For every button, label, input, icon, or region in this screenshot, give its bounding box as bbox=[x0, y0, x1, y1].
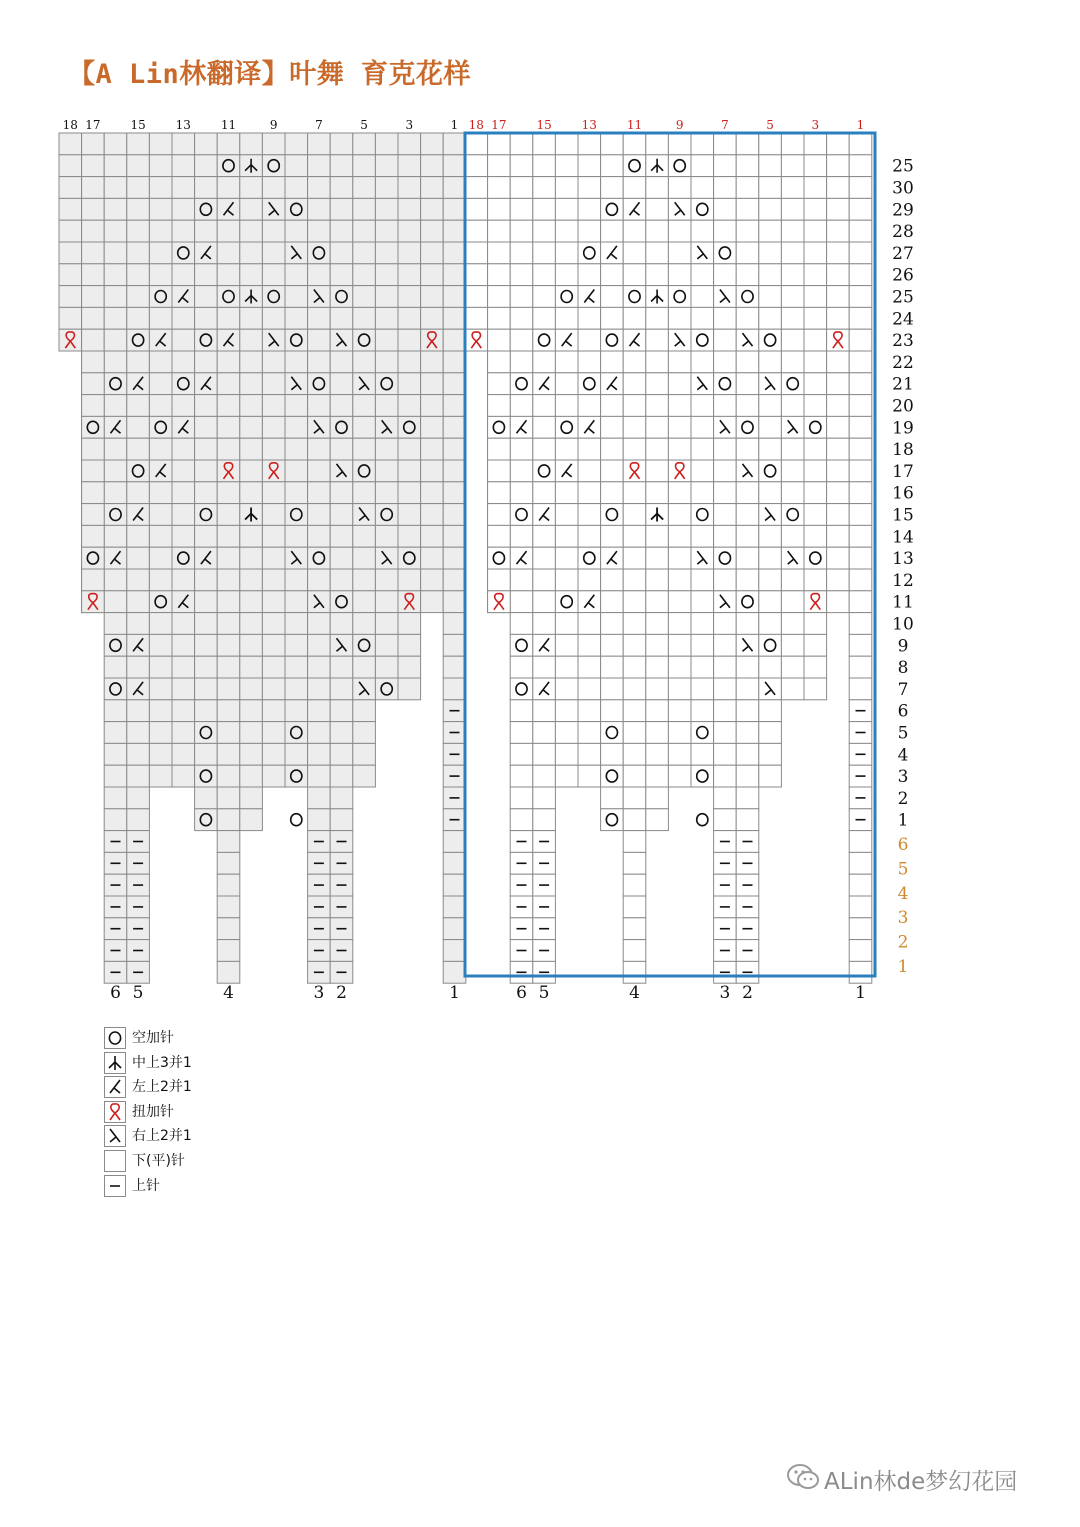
column-label: 9 bbox=[675, 118, 684, 132]
row-label: 8 bbox=[897, 658, 909, 679]
row-label: 25 bbox=[892, 287, 914, 308]
grid-block bbox=[82, 351, 444, 613]
row-label: 7 bbox=[897, 679, 909, 700]
column-label: 3 bbox=[811, 118, 820, 132]
column-label: 17 bbox=[85, 118, 101, 132]
bottom-label: 5 bbox=[132, 983, 144, 1003]
bottom-label: 4 bbox=[629, 983, 640, 1003]
column-label: 18 bbox=[468, 118, 484, 132]
purl-stitch-icon bbox=[104, 1175, 126, 1197]
row-label: 5 bbox=[897, 723, 909, 744]
row-label: 27 bbox=[892, 243, 914, 264]
row-label: 12 bbox=[892, 570, 914, 591]
row-label: 16 bbox=[892, 483, 914, 504]
column-label: 13 bbox=[175, 118, 191, 132]
yarn-over-icon bbox=[697, 814, 708, 826]
grid-block bbox=[195, 613, 218, 831]
watermark-text: ALin林de梦幻花园 bbox=[824, 1469, 1018, 1495]
bottom-label: 4 bbox=[223, 983, 234, 1003]
row-label: 4 bbox=[897, 745, 909, 766]
row-label: 26 bbox=[892, 265, 914, 286]
grid-block bbox=[262, 613, 307, 787]
row-label: 24 bbox=[892, 309, 914, 330]
row-label: 19 bbox=[892, 418, 914, 439]
bottom-labels-right bbox=[516, 983, 866, 1003]
right-decrease-icon bbox=[104, 1125, 126, 1147]
row-labels bbox=[892, 157, 914, 977]
grid-block bbox=[488, 351, 511, 613]
right-decrease-icon bbox=[110, 1129, 120, 1142]
grid-block bbox=[82, 351, 105, 613]
column-label: 11 bbox=[626, 118, 643, 132]
legend-label: 下(平)针 bbox=[132, 1153, 185, 1169]
twisted-increase-icon bbox=[110, 1104, 120, 1120]
grid-block bbox=[510, 613, 555, 984]
row-label: 3 bbox=[897, 908, 909, 929]
column-label: 3 bbox=[405, 118, 414, 132]
row-label: 20 bbox=[892, 396, 914, 417]
yarn-over-icon bbox=[109, 1032, 120, 1044]
column-label: 15 bbox=[536, 118, 552, 132]
column-label: 1 bbox=[856, 118, 865, 132]
grid-block bbox=[668, 613, 713, 787]
row-label: 25 bbox=[892, 156, 914, 177]
column-label: 11 bbox=[220, 118, 237, 132]
row-label: 10 bbox=[892, 614, 914, 635]
row-label: 1 bbox=[897, 810, 909, 831]
row-label: 2 bbox=[897, 932, 909, 953]
grid-block bbox=[488, 351, 850, 613]
knit-stitch-icon bbox=[104, 1150, 126, 1172]
central-double-decrease-icon bbox=[104, 1052, 126, 1074]
grid-block bbox=[623, 613, 646, 984]
row-label: 29 bbox=[892, 200, 914, 221]
legend-label: 上针 bbox=[132, 1177, 160, 1194]
row-label: 1 bbox=[897, 957, 909, 977]
grid-block bbox=[217, 613, 240, 984]
page-title: 【A Lin林翻译】叶舞 育克花样 bbox=[68, 59, 472, 90]
bottom-label: 6 bbox=[110, 983, 121, 1003]
bottom-label: 1 bbox=[449, 983, 460, 1003]
bottom-label: 2 bbox=[336, 983, 347, 1003]
row-label: 22 bbox=[892, 352, 914, 373]
column-label: 9 bbox=[269, 118, 278, 132]
bottom-label: 3 bbox=[719, 983, 731, 1003]
grid-block bbox=[646, 613, 669, 831]
yarn-over-icon bbox=[104, 1027, 126, 1049]
grid-block bbox=[601, 613, 624, 831]
grid-block bbox=[781, 613, 826, 700]
legend-label: 右上2并1 bbox=[132, 1128, 192, 1145]
row-label: 21 bbox=[892, 374, 914, 395]
left-decrease-icon bbox=[104, 1076, 126, 1098]
grid-block bbox=[308, 613, 353, 984]
row-label: 15 bbox=[892, 505, 914, 526]
bottom-label: 5 bbox=[538, 983, 550, 1003]
row-label: 6 bbox=[897, 701, 909, 722]
row-label: 5 bbox=[897, 859, 909, 880]
row-label: 23 bbox=[892, 331, 914, 352]
bottom-labels-left bbox=[110, 983, 460, 1003]
bottom-label: 6 bbox=[516, 983, 527, 1003]
grid-block bbox=[714, 613, 759, 984]
grid-block bbox=[59, 133, 466, 351]
bottom-label: 3 bbox=[313, 983, 325, 1003]
grid-block bbox=[465, 133, 872, 351]
column-labels-right bbox=[469, 118, 865, 132]
wechat-icon bbox=[786, 1462, 820, 1492]
bottom-label: 1 bbox=[855, 983, 866, 1003]
column-label: 7 bbox=[721, 118, 729, 132]
row-label: 2 bbox=[897, 788, 909, 809]
row-label: 4 bbox=[897, 883, 909, 904]
row-label: 28 bbox=[892, 222, 914, 243]
yarn-over-icon bbox=[291, 814, 302, 826]
column-label: 1 bbox=[450, 118, 459, 132]
column-label: 5 bbox=[360, 118, 368, 132]
row-label: 14 bbox=[892, 527, 914, 548]
row-label: 11 bbox=[892, 592, 914, 613]
row-label: 30 bbox=[892, 178, 914, 199]
grid-block bbox=[149, 613, 194, 787]
column-label: 13 bbox=[581, 118, 597, 132]
legend-label: 中上3并1 bbox=[132, 1054, 192, 1071]
column-label: 18 bbox=[62, 118, 78, 132]
left-decrease-icon bbox=[110, 1080, 120, 1093]
grid-block bbox=[443, 351, 466, 983]
legend-label: 扭加针 bbox=[132, 1103, 174, 1120]
column-label: 15 bbox=[130, 118, 146, 132]
row-label: 6 bbox=[897, 835, 909, 855]
twisted-increase-icon bbox=[104, 1101, 126, 1123]
central-double-decrease-icon bbox=[109, 1056, 121, 1070]
grid-block bbox=[849, 351, 872, 983]
row-label: 9 bbox=[897, 636, 909, 657]
column-labels-left bbox=[63, 118, 459, 132]
grid-block bbox=[555, 613, 600, 787]
legend-label: 左上2并1 bbox=[132, 1079, 192, 1096]
row-label: 17 bbox=[892, 461, 914, 482]
bottom-label: 2 bbox=[742, 983, 753, 1003]
grid-block bbox=[240, 613, 263, 831]
row-label: 18 bbox=[892, 440, 914, 461]
grid-block bbox=[104, 613, 149, 984]
column-label: 5 bbox=[766, 118, 774, 132]
column-label: 7 bbox=[315, 118, 323, 132]
row-label: 13 bbox=[892, 549, 914, 570]
row-label: 3 bbox=[897, 767, 909, 788]
column-label: 17 bbox=[491, 118, 507, 132]
legend-label: 空加针 bbox=[132, 1030, 174, 1046]
